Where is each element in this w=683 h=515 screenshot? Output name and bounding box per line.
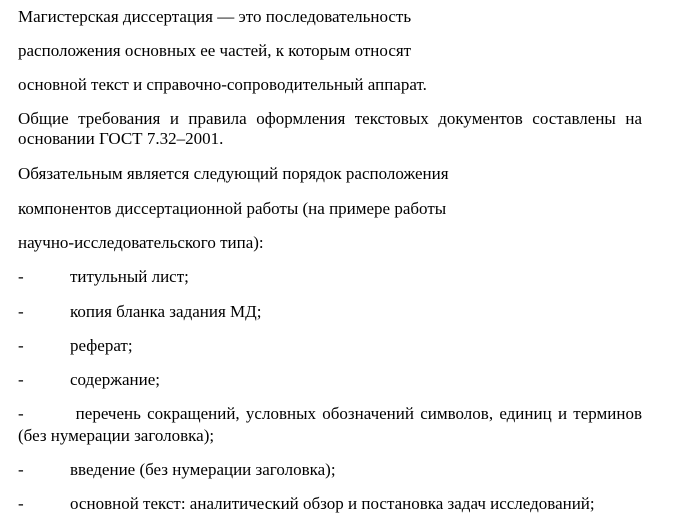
list-bullet: - [18, 370, 24, 389]
list-bullet: - [18, 460, 24, 479]
list-bullet: - [18, 267, 24, 286]
list-item: перечень сокращений, условных обозначений символов, единиц и терминов (без нумерации заголовка); [18, 404, 642, 445]
list-item-wrapping [18, 403, 642, 447]
list-bullet: - [18, 494, 24, 513]
list-bullet: - [18, 336, 24, 355]
list-bullet: - [18, 404, 24, 423]
requirements-paragraph: Общие требования и правила оформления текстовых документов составлены на основании ГОСТ 7.32–2001. [18, 109, 642, 148]
order-line-2: компонентов диссертационной работы (на примере работы [18, 199, 447, 218]
intro-line-1: Магистерская диссертация — это последовательность [18, 7, 412, 26]
list-item: реферат; [70, 336, 133, 355]
intro-line-3: основной текст и справочно-сопроводительный аппарат. [18, 75, 427, 94]
intro-line-2: расположения основных ее частей, к которым относят [18, 41, 412, 60]
list-item: содержание; [70, 370, 161, 389]
list-item: введение (без нумерации заголовка); [70, 460, 336, 479]
order-line-3: научно-исследовательского типа): [18, 233, 264, 252]
order-line-1: Обязательным является следующий порядок расположения [18, 164, 449, 183]
list-item: титульный лист; [70, 267, 189, 286]
list-item: копия бланка задания МД; [70, 302, 262, 321]
list-item: основной текст: аналитический обзор и постановка задач исследований; [70, 494, 595, 513]
list-bullet: - [18, 302, 24, 321]
